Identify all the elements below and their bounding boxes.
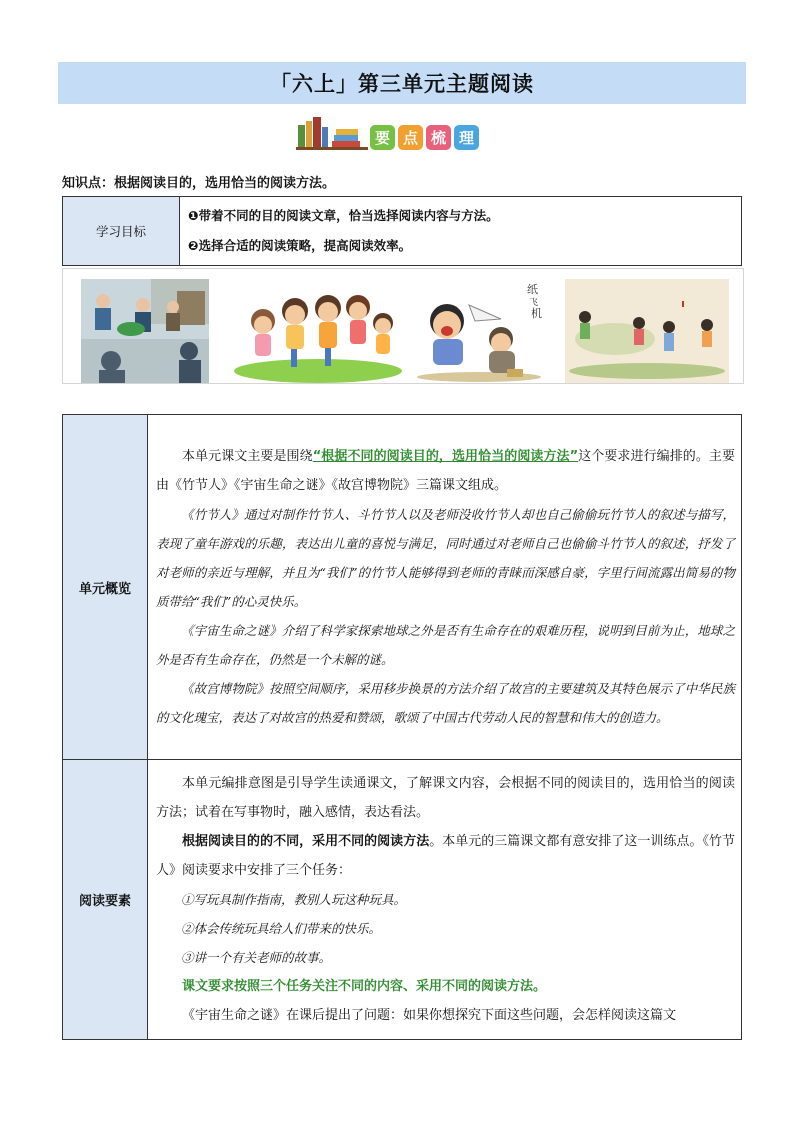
books-icon xyxy=(296,116,368,150)
illustration-paper-plane xyxy=(409,275,559,383)
reading-green-line: 课文要求按照三个任务关注不同的内容、采用不同的阅读方法。 xyxy=(182,979,547,994)
goals-table xyxy=(62,196,742,266)
reading-paragraph-1: 本单元编排意图是引导学生读通课文，了解课文内容，会根据不同的阅读目的，选用恰当的阅读方法；试着在写事物时，融入感情，表达看法。 xyxy=(156,776,735,820)
knowledge-point: 知识点：根据阅读目的，选用恰当的阅读方法。 xyxy=(62,176,336,191)
badge-tile-4: 理 xyxy=(454,125,479,150)
goal-item-1: ❶带着不同的目的阅读文章，恰当选择阅读内容与方法。 xyxy=(188,208,499,223)
reading-task-3: ③讲一个有关老师的故事。 xyxy=(181,950,332,965)
reading-paragraph-last: 《宇宙生命之谜》在课后提出了问题：如果你想探究下面这些问题，会怎样阅读这篇文 xyxy=(182,1008,677,1023)
illustration-shuttlecock-kids xyxy=(565,279,729,383)
paper-plane-char-3: 机 xyxy=(531,307,542,320)
illustration-village-kids xyxy=(81,279,209,383)
illustrations-strip xyxy=(62,268,744,384)
overview-label: 单元概览 xyxy=(63,415,148,760)
paper-plane-char-1: 纸 xyxy=(527,283,538,296)
paper-plane-char-2: 飞 xyxy=(529,298,539,308)
overview-paragraph-4: 《故宫博物院》按照空间顺序，采用移步换景的方法介绍了故宫的主要建筑及其特色展示了中华民族的文化瑰宝，表达了对故宫的热爱和赞颂，歌颂了中国古代劳动人民的智慧和伟大的创造力。 xyxy=(156,681,735,725)
reading-content xyxy=(148,760,742,1040)
overview-content xyxy=(148,415,742,760)
reading-task-1: ①写玩具制作指南，教别人玩这种玩具。 xyxy=(181,892,407,907)
reading-label: 阅读要素 xyxy=(63,760,148,1040)
overview-paragraph-2: 《竹节人》通过对制作竹节人、斗竹节人以及老师没收竹节人却也自己偷偷玩竹节人的叙述与描写，表现了童年游戏的乐趣，表达出儿童的喜悦与满足，同时通过对老师自己也偷偷斗竹节人的叙述，抒发了对老师的亲近与理解，并且为“我们”的竹节人能够得到老师的青睐而深感自豪，字里行间流露出简易的物质带给“我们”的心灵快乐。 xyxy=(156,507,735,609)
overview-highlight: “根据不同的阅读目的，选用恰当的阅读方法” xyxy=(312,449,579,464)
overview-paragraph-1: 本单元课文主要是围绕“根据不同的阅读目的，选用恰当的阅读方法”这个要求进行编排的。主要由《竹节人》《宇宙生命之谜》《故宫博物院》三篇课文组成。 xyxy=(156,449,735,493)
goal-item-2: ❷选择合适的阅读策略，提高阅读效率。 xyxy=(188,238,412,253)
section-badge xyxy=(296,114,479,150)
overview-paragraph-3: 《宇宙生命之谜》介绍了科学家探索地球之外是否有生命存在的艰难历程，说明到目前为止，地球之外是否有生命存在，仍然是一个未解的谜。 xyxy=(156,623,735,667)
badge-tile-3: 梳 xyxy=(426,125,451,150)
title-bar xyxy=(58,62,746,104)
reading-paragraph-2: 根据阅读目的的不同，采用不同的阅读方法。本单元的三篇课文都有意安排了这一训练点。《竹节人》阅读要求中安排了三个任务： xyxy=(156,834,735,878)
main-table xyxy=(62,414,742,1040)
illustration-running-kids xyxy=(233,283,403,383)
goals-content xyxy=(180,197,742,266)
badge-tile-1: 要 xyxy=(370,125,395,150)
reading-task-2: ②体会传统玩具给人们带来的快乐。 xyxy=(181,921,382,936)
goals-label: 学习目标 xyxy=(63,197,180,266)
page-title: 「六上」第三单元主题阅读 xyxy=(270,72,534,96)
badge-tile-2: 点 xyxy=(398,125,423,150)
